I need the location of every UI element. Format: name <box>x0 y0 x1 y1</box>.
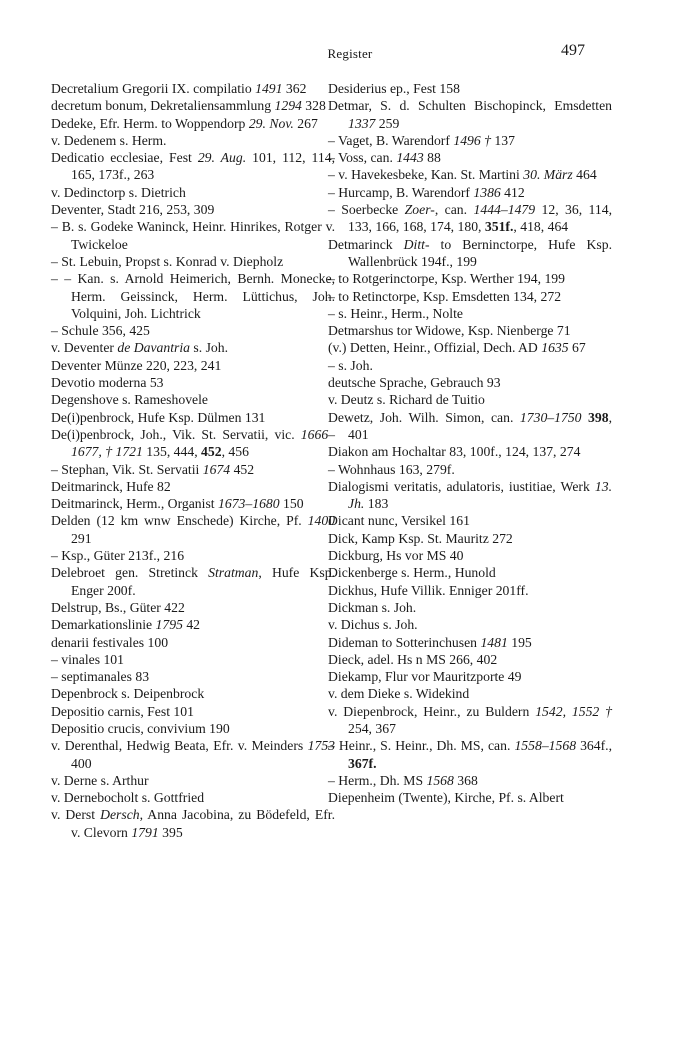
index-entry: Dickburg, Hs vor MS 40 <box>328 548 464 564</box>
index-entry: Degenshove s. Rameshovele <box>51 392 208 408</box>
index-entry: v. Dernebocholt s. Gottfried <box>51 790 205 806</box>
index-entry: – St. Lebuin, Propst s. Konrad v. Diepholz <box>51 253 284 269</box>
index-entry: De(i)penbrock, Joh., Vik. St. Servatii, vic. 1666–1677, † 1721 135, 444, 452, 456 <box>51 426 335 460</box>
index-entry: v. Derne s. Arthur <box>51 772 149 788</box>
index-entry: – Schule 356, 425 <box>51 323 150 339</box>
index-entry: – Soerbecke Zoer-, can. 1444–1479 12, 36, 114, 133, 166, 168, 174, 180, 351f., 418, 464 <box>328 202 612 235</box>
index-entry: Dicant nunc, Versikel 161 <box>328 513 470 529</box>
index-entry: Dedeke, Efr. Herm. to Woppendorp 29. Nov. 267 <box>51 115 318 131</box>
index-entry: – to Rotgerinctorpe, Ksp. Werther 194, 199 <box>328 271 565 287</box>
running-head <box>0 44 700 64</box>
index-entry: Dick, Kamp Ksp. St. Mauritz 272 <box>328 530 513 546</box>
index-entry: Dedicatio ecclesiae, Fest 29. Aug. 101, 112, 114, 165, 173f., 263 <box>51 150 335 183</box>
index-entry: v. Dedenem s. Herm. <box>51 132 167 148</box>
index-entry: deutsche Sprache, Gebrauch 93 <box>328 375 501 391</box>
index-entry: v. Deventer de Davantria s. Joh. <box>51 340 229 356</box>
index-column-right <box>328 80 612 806</box>
index-entry: De(i)penbrock, Hufe Ksp. Dülmen 131 <box>51 409 266 425</box>
index-entry: – Vaget, B. Warendorf 1496 † 137 <box>328 132 515 148</box>
index-entry: – – Kan. s. Arnold Heimerich, Bernh. Monecke, Herm. Geissinck, Herm. Lüttichus, Joh. Volquini, Joh. Lichtrick <box>51 271 335 321</box>
index-entry: Desiderius ep., Fest 158 <box>328 81 460 96</box>
page-number: 497 <box>561 42 585 59</box>
index-entry: – Wohnhaus 163, 279f. <box>328 461 455 477</box>
index-entry: Delebroet gen. Stretinck Stratman, Hufe Ksp. Enger 200f. <box>51 565 335 598</box>
index-entry: – Heinr., S. Heinr., Dh. MS, can. 1558–1568 364f., 367f. <box>328 738 613 771</box>
index-entry: Dickman s. Joh. <box>328 599 417 615</box>
index-entry: Deventer, Stadt 216, 253, 309 <box>51 202 215 218</box>
index-entry: v. Diepenbrock, Heinr., zu Buldern 1542, 1552 † 254, 367 <box>328 703 612 736</box>
index-entry: Delstrup, Bs., Güter 422 <box>51 599 185 615</box>
index-entry: Dickhus, Hufe Villik. Enniger 201ff. <box>328 582 529 598</box>
index-entry: Detmarshus tor Widowe, Ksp. Nienberge 71 <box>328 323 571 339</box>
index-entry: – Voss, can. 1443 88 <box>328 150 441 166</box>
index-entry: Dewetz, Joh. Wilh. Simon, can. 1730–1750 398, 401 <box>328 409 612 442</box>
index-entry: Detmar, S. d. Schulten Bischopinck, Emsdetten 1337 259 <box>328 98 612 131</box>
index-entry: Deitmarinck, Hufe 82 <box>51 478 171 494</box>
page-title: Register <box>327 46 373 61</box>
index-entry: Dideman to Sotterinchusen 1481 195 <box>328 634 532 650</box>
index-entry: – Ksp., Güter 213f., 216 <box>51 548 185 564</box>
index-entry: – septimanales 83 <box>51 669 150 685</box>
index-entry: v. Dedinctorp s. Dietrich <box>51 184 186 200</box>
index-entry: – Hurcamp, B. Warendorf 1386 412 <box>328 184 525 200</box>
index-entry: – v. Havekesbeke, Kan. St. Martini 30. März 464 <box>328 167 597 183</box>
index-entry: (v.) Detten, Heinr., Offizial, Dech. AD 1635 67 <box>328 340 586 356</box>
index-entry: v. Derst Dersch, Anna Jacobina, zu Bödefeld, Efr. v. Clevorn 1791 395 <box>51 807 336 840</box>
index-entry: – s. Joh. <box>328 357 373 373</box>
index-entry: Dickenberge s. Herm., Hunold <box>328 565 496 581</box>
index-entry: Depositio crucis, convivium 190 <box>51 720 230 736</box>
index-entry: – s. Heinr., Herm., Nolte <box>328 305 463 321</box>
index-entry: – Herm., Dh. MS 1568 368 <box>328 772 478 788</box>
index-entry: Diepenheim (Twente), Kirche, Pf. s. Albert <box>328 790 564 806</box>
index-entry: denarii festivales 100 <box>51 634 169 650</box>
index-entry: Delden (12 km wnw Enschede) Kirche, Pf. 1400 291 <box>51 513 335 546</box>
index-entry: Depositio carnis, Fest 101 <box>51 703 194 719</box>
index-entry: Detmarinck Ditt- to Berninctorpe, Hufe Ksp. Wallenbrück 194f., 199 <box>328 236 613 269</box>
index-entry: – B. s. Godeke Waninck, Heinr. Hinrikes, Rotger v. Twickeloe <box>51 219 335 252</box>
index-entry: Dieck, adel. Hs n MS 266, 402 <box>328 651 498 667</box>
index-entry: – vinales 101 <box>51 651 124 667</box>
index-entry: Devotio moderna 53 <box>51 375 164 391</box>
index-entry: – to Retinctorpe, Ksp. Emsdetten 134, 272 <box>328 288 562 304</box>
index-entry: Demarkationslinie 1795 42 <box>51 617 201 633</box>
index-entry: v. Deutz s. Richard de Tuitio <box>328 392 485 408</box>
index-entry: Deitmarinck, Herm., Organist 1673–1680 150 <box>51 496 304 512</box>
index-entry: v. dem Dieke s. Widekind <box>328 686 470 702</box>
index-entry: – Stephan, Vik. St. Servatii 1674 452 <box>51 461 255 477</box>
index-column-left <box>51 80 335 841</box>
index-entry: Diakon am Hochaltar 83, 100f., 124, 137, 274 <box>328 444 581 460</box>
index-entry: Deventer Münze 220, 223, 241 <box>51 357 222 373</box>
index-entry: Diekamp, Flur vor Mauritzporte 49 <box>328 669 522 685</box>
index-entry: Dialogismi veritatis, adulatoris, iustitiae, Werk 13. Jh. 183 <box>328 478 612 512</box>
index-entry: Depenbrock s. Deipenbrock <box>51 686 205 702</box>
index-entry: decretum bonum, Dekretaliensammlung 1294 328 <box>51 98 326 114</box>
index-entry: Decretalium Gregorii IX. compilatio 1491 362 <box>51 81 307 96</box>
index-entry: v. Dichus s. Joh. <box>328 617 418 633</box>
index-entry: v. Derenthal, Hedwig Beata, Efr. v. Meinders 1753 400 <box>51 738 335 771</box>
